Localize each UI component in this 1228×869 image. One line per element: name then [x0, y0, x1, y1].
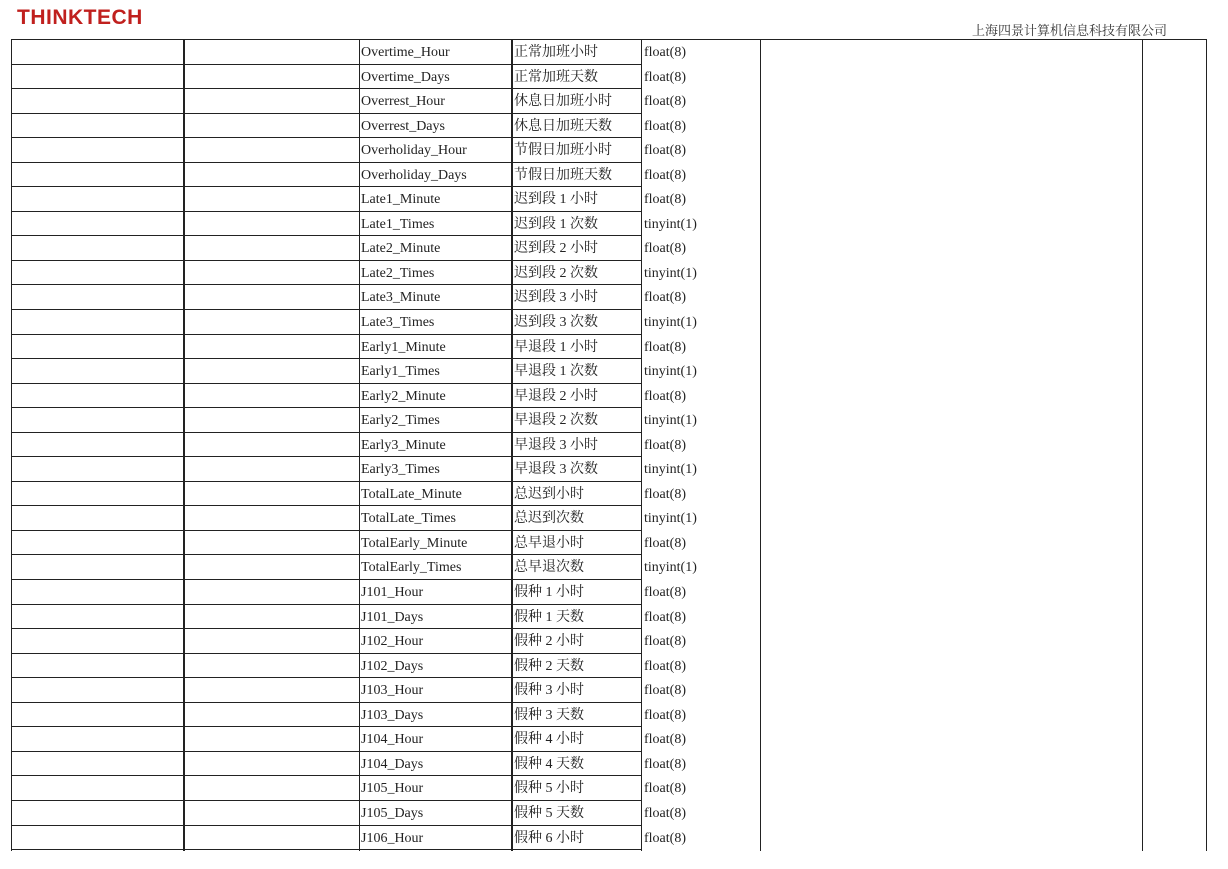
field-type-cell: tinyint(1)	[644, 462, 697, 478]
field-type-cell: float(8)	[644, 732, 686, 748]
field-name-cell: J105_Hour	[361, 781, 424, 797]
field-name-cell: TotalLate_Times	[361, 511, 456, 527]
field-name-cell: Early3_Minute	[361, 437, 446, 453]
field-type-cell: float(8)	[644, 437, 686, 453]
field-type-cell: tinyint(1)	[644, 315, 697, 331]
field-desc-cell: 假种 2 天数	[514, 658, 584, 674]
table-row	[11, 703, 1207, 728]
table-row	[11, 138, 1207, 163]
field-name-cell: Early1_Minute	[361, 339, 446, 355]
field-type-cell: float(8)	[644, 609, 686, 625]
field-type-cell: tinyint(1)	[644, 560, 697, 576]
table-row	[11, 89, 1207, 114]
field-desc-cell: 早退段 2 小时	[514, 388, 598, 404]
field-desc-cell: 总迟到次数	[514, 511, 584, 527]
field-name-cell: Early2_Times	[361, 413, 440, 429]
field-name-cell: Late3_Times	[361, 315, 435, 331]
field-desc-cell: 正常加班小时	[514, 45, 598, 60]
field-desc-cell: 早退段 2 次数	[514, 413, 598, 429]
table-row	[11, 114, 1207, 139]
field-type-cell: tinyint(1)	[644, 364, 697, 380]
field-desc-cell: 迟到段 3 小时	[514, 290, 598, 306]
table-row	[11, 776, 1207, 801]
field-name-cell: Early2_Minute	[361, 388, 446, 404]
table-row	[11, 359, 1207, 384]
field-type-cell: tinyint(1)	[644, 265, 697, 281]
table-row	[11, 457, 1207, 482]
field-desc-cell: 假种 5 天数	[514, 805, 584, 821]
table-row	[11, 629, 1207, 654]
table-row	[11, 187, 1207, 212]
field-name-cell: Overholiday_Days	[361, 167, 467, 183]
field-type-cell: float(8)	[644, 707, 686, 723]
table-row	[11, 752, 1207, 777]
table-row	[11, 433, 1207, 458]
field-desc-cell: 节假日加班小时	[514, 143, 612, 159]
field-type-cell: float(8)	[644, 388, 686, 404]
field-type-cell: float(8)	[644, 781, 686, 797]
field-name-cell: Overholiday_Hour	[361, 143, 467, 159]
field-name-cell: Late1_Times	[361, 216, 435, 232]
field-name-cell: Overrest_Hour	[361, 94, 445, 110]
field-name-cell: J103_Hour	[361, 683, 424, 699]
field-type-cell: float(8)	[644, 192, 686, 208]
field-desc-cell: 早退段 1 次数	[514, 364, 598, 380]
field-type-cell: float(8)	[644, 658, 686, 674]
table-body	[11, 40, 1207, 850]
field-name-cell: J104_Days	[361, 756, 424, 772]
field-name-cell: J104_Hour	[361, 732, 424, 748]
table-row	[11, 531, 1207, 556]
field-type-cell: float(8)	[644, 756, 686, 772]
table-row	[11, 482, 1207, 507]
field-desc-cell: 节假日加班天数	[514, 167, 612, 183]
field-desc-cell: 早退段 3 次数	[514, 462, 598, 478]
table-row	[11, 408, 1207, 433]
field-desc-cell: 休息日加班小时	[514, 94, 612, 110]
field-type-cell: float(8)	[644, 805, 686, 821]
field-desc-cell: 假种 1 天数	[514, 609, 584, 625]
table-row	[11, 285, 1207, 310]
field-name-cell: Late1_Minute	[361, 192, 441, 208]
table-row	[11, 580, 1207, 605]
table-row	[11, 212, 1207, 237]
field-type-cell: float(8)	[644, 535, 686, 551]
table-row	[11, 65, 1207, 90]
table-row	[11, 163, 1207, 188]
field-type-cell: tinyint(1)	[644, 413, 697, 429]
field-desc-cell: 假种 4 天数	[514, 756, 584, 772]
field-desc-cell: 迟到段 3 次数	[514, 315, 598, 331]
field-desc-cell: 迟到段 1 次数	[514, 216, 598, 232]
table-row	[11, 678, 1207, 703]
company-name: 上海四景计算机信息科技有限公司	[972, 23, 1168, 38]
field-name-cell: Late3_Minute	[361, 290, 441, 306]
table-row	[11, 236, 1207, 261]
table-row	[11, 506, 1207, 531]
company-logo: THINKTECH	[17, 6, 143, 29]
field-name-cell: J102_Days	[361, 658, 424, 674]
table-row	[11, 654, 1207, 679]
field-name-cell: Overrest_Days	[361, 118, 445, 134]
field-type-cell: float(8)	[644, 143, 686, 159]
field-name-cell: Late2_Minute	[361, 241, 441, 257]
field-type-cell: float(8)	[644, 45, 686, 60]
field-name-cell: Late2_Times	[361, 265, 435, 281]
field-type-cell: tinyint(1)	[644, 216, 697, 232]
field-type-cell: float(8)	[644, 241, 686, 257]
table-row	[11, 555, 1207, 580]
field-name-cell: J103_Days	[361, 707, 424, 723]
table-row	[11, 261, 1207, 286]
field-desc-cell: 假种 2 小时	[514, 634, 584, 650]
table-row	[11, 826, 1207, 851]
field-desc-cell: 假种 5 小时	[514, 781, 584, 797]
table-row	[11, 727, 1207, 752]
field-type-cell: float(8)	[644, 290, 686, 306]
field-type-cell: float(8)	[644, 118, 686, 134]
field-desc-cell: 早退段 3 小时	[514, 437, 598, 453]
field-desc-cell: 假种 3 小时	[514, 683, 584, 699]
table-row	[11, 40, 1207, 65]
field-desc-cell: 休息日加班天数	[514, 118, 612, 134]
table-row	[11, 605, 1207, 630]
field-type-cell: float(8)	[644, 69, 686, 85]
field-desc-cell: 假种 3 天数	[514, 707, 584, 723]
field-name-cell: J101_Hour	[361, 585, 424, 601]
field-desc-cell: 迟到段 2 小时	[514, 241, 598, 257]
table-row	[11, 310, 1207, 335]
field-type-cell: float(8)	[644, 634, 686, 650]
field-desc-cell: 假种 4 小时	[514, 732, 584, 748]
field-desc-cell: 总早退次数	[514, 560, 584, 576]
field-name-cell: Overtime_Days	[361, 69, 450, 85]
table-row	[11, 384, 1207, 409]
field-type-cell: float(8)	[644, 830, 686, 846]
field-desc-cell: 早退段 1 小时	[514, 339, 598, 355]
table-row	[11, 801, 1207, 826]
field-desc-cell: 迟到段 2 次数	[514, 265, 598, 281]
field-name-cell: TotalEarly_Times	[361, 560, 462, 576]
field-name-cell: Early1_Times	[361, 364, 440, 380]
field-name-cell: J101_Days	[361, 609, 424, 625]
field-name-cell: J106_Hour	[361, 830, 424, 846]
field-desc-cell: 正常加班天数	[514, 69, 598, 85]
field-type-cell: float(8)	[644, 167, 686, 183]
field-name-cell: TotalEarly_Minute	[361, 535, 468, 551]
field-type-cell: float(8)	[644, 94, 686, 110]
field-type-cell: float(8)	[644, 585, 686, 601]
field-desc-cell: 假种 1 小时	[514, 585, 584, 601]
field-type-cell: float(8)	[644, 486, 686, 502]
field-name-cell: TotalLate_Minute	[361, 486, 462, 502]
field-desc-cell: 迟到段 1 小时	[514, 192, 598, 208]
field-name-cell: Overtime_Hour	[361, 45, 450, 60]
field-desc-cell: 假种 6 小时	[514, 830, 584, 846]
field-desc-cell: 总早退小时	[514, 535, 584, 551]
field-name-cell: J105_Days	[361, 805, 424, 821]
field-type-cell: tinyint(1)	[644, 511, 697, 527]
field-name-cell: Early3_Times	[361, 462, 440, 478]
table-row	[11, 335, 1207, 360]
field-desc-cell: 总迟到小时	[514, 486, 584, 502]
field-type-cell: float(8)	[644, 339, 686, 355]
field-type-cell: float(8)	[644, 683, 686, 699]
field-name-cell: J102_Hour	[361, 634, 424, 650]
